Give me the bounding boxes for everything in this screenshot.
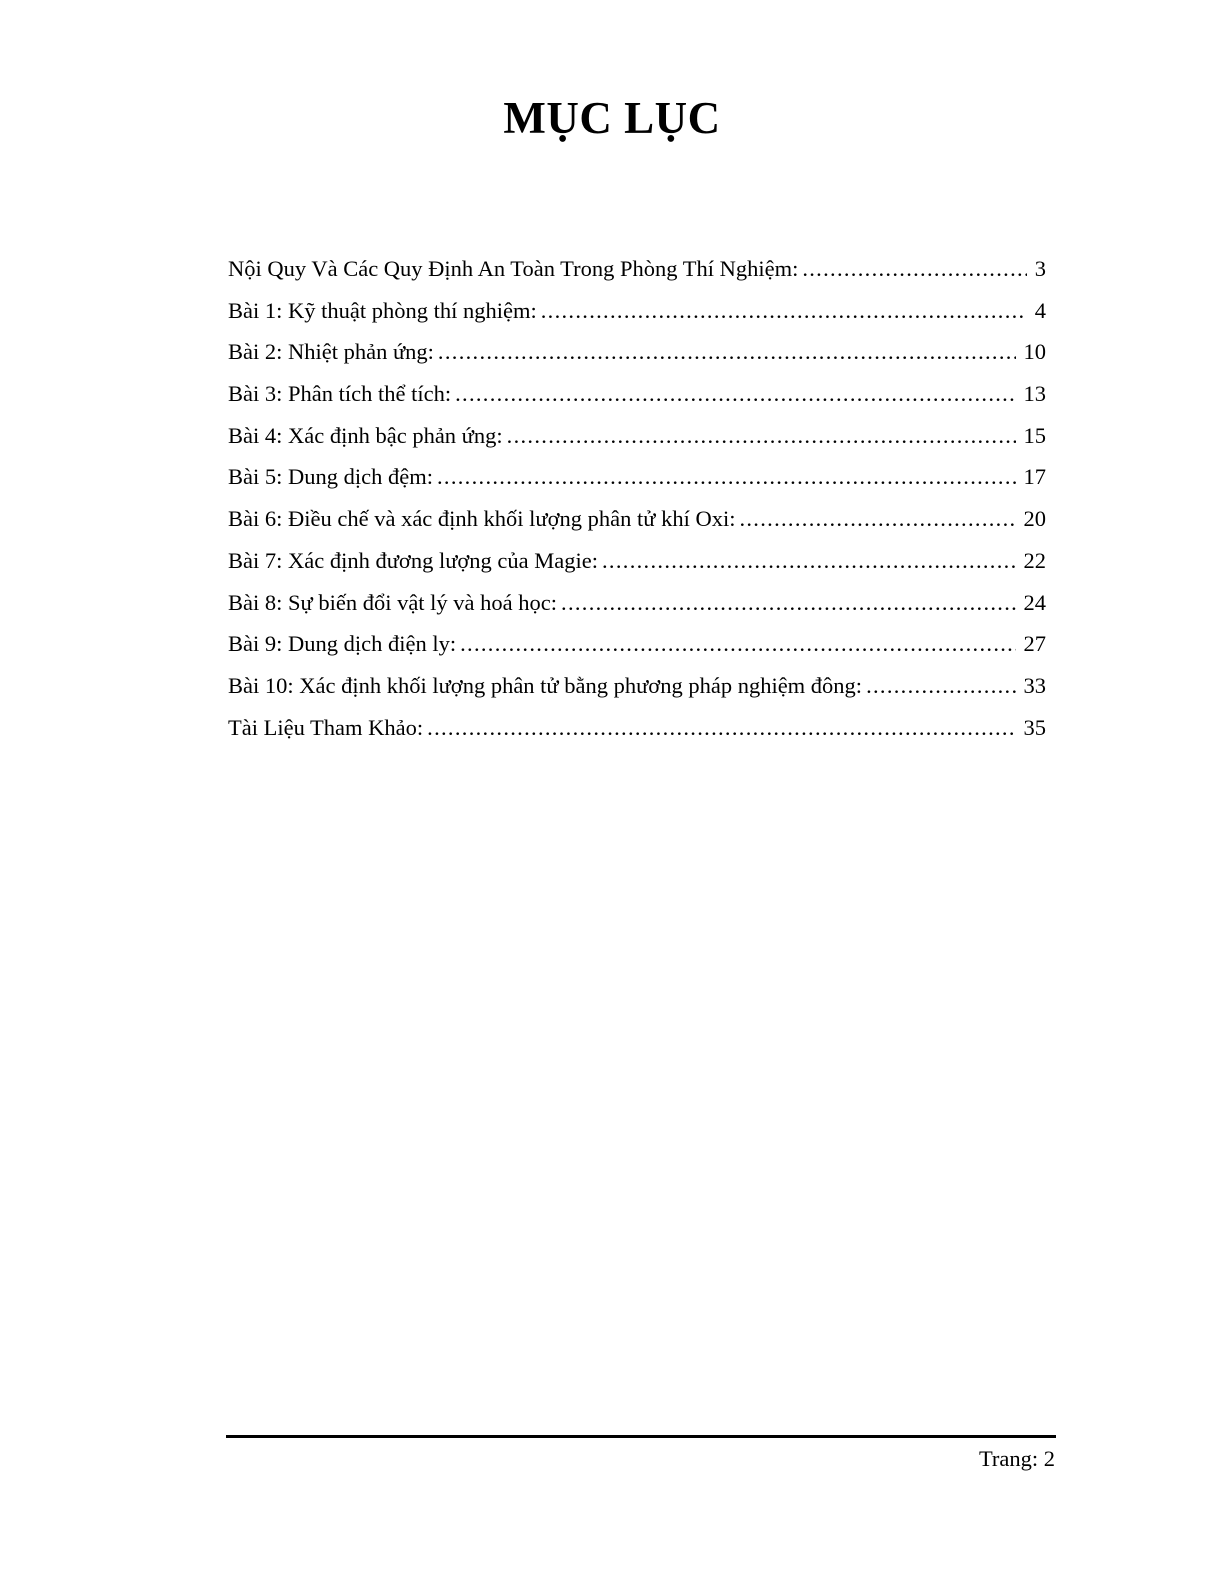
toc-entry-label: Tài Liệu Tham Khảo: [228,714,424,740]
toc-entry-page: 20 [1023,506,1046,532]
toc-entry-page: 13 [1023,381,1046,407]
toc-entry[interactable] [228,456,1046,498]
toc-dot-leader [427,707,1015,749]
toc-dot-leader [437,456,1016,498]
toc-entry-page: 33 [1023,672,1046,698]
toc-entry-page: 4 [1034,297,1046,323]
toc-entry-page: 24 [1023,589,1046,615]
toc-entry-label: Bài 4: Xác định bậc phản ứng: [228,422,503,448]
toc-entry[interactable] [228,665,1046,707]
toc-entry-label: Bài 5: Dung dịch đệm: [228,464,433,490]
toc-entry[interactable] [228,707,1046,749]
toc-dot-leader [438,331,1016,373]
toc-entry-label: Bài 2: Nhiệt phản ứng: [228,339,434,365]
toc-entry[interactable] [228,582,1046,624]
toc-dot-leader [541,290,1027,332]
toc-entry[interactable] [228,498,1046,540]
table-of-contents [228,248,1046,748]
toc-entry-page: 3 [1034,256,1046,281]
toc-entry-page: 15 [1023,422,1046,448]
toc-dot-leader [455,373,1015,415]
toc-dot-leader [507,415,1016,457]
toc-entry-page: 17 [1023,464,1046,490]
toc-entry-page: 10 [1023,339,1046,365]
toc-entry[interactable] [228,623,1046,665]
toc-entry[interactable] [228,290,1046,332]
toc-entry-label: Bài 6: Điều chế và xác định khối lượng phân tử khí Oxi: [228,506,736,532]
toc-entry-label: Bài 8: Sự biến đổi vật lý và hoá học: [228,589,558,615]
toc-entry[interactable] [228,331,1046,373]
page-number: Trang: 2 [978,1446,1055,1471]
toc-entry-page: 22 [1023,547,1046,573]
footer-divider [226,1435,1056,1438]
toc-entry[interactable] [228,415,1046,457]
toc-entry-page: 27 [1023,631,1046,657]
toc-dot-leader [460,623,1015,665]
toc-dot-leader [802,248,1026,290]
toc-entry[interactable] [228,248,1046,290]
toc-entry-label: Bài 9: Dung dịch điện ly: [228,631,457,657]
page-title: MỤC LỤC [503,93,721,143]
toc-entry-label: Bài 7: Xác định đương lượng của Magie: [228,547,598,573]
toc-dot-leader [561,582,1015,624]
toc-entry-label: Bài 10: Xác định khối lượng phân tử bằng phương pháp nghiệm đông: [228,672,863,698]
toc-entry[interactable] [228,373,1046,415]
toc-dot-leader [739,498,1015,540]
toc-entry-label: Nội Quy Và Các Quy Định An Toàn Trong Phòng Thí Nghiệm: [228,256,799,281]
toc-dot-leader [602,540,1016,582]
toc-entry[interactable] [228,540,1046,582]
toc-dot-leader [866,665,1015,707]
toc-entry-label: Bài 3: Phân tích thể tích: [228,381,452,407]
toc-entry-label: Bài 1: Kỹ thuật phòng thí nghiệm: [228,297,537,323]
toc-entry-page: 35 [1023,714,1046,740]
